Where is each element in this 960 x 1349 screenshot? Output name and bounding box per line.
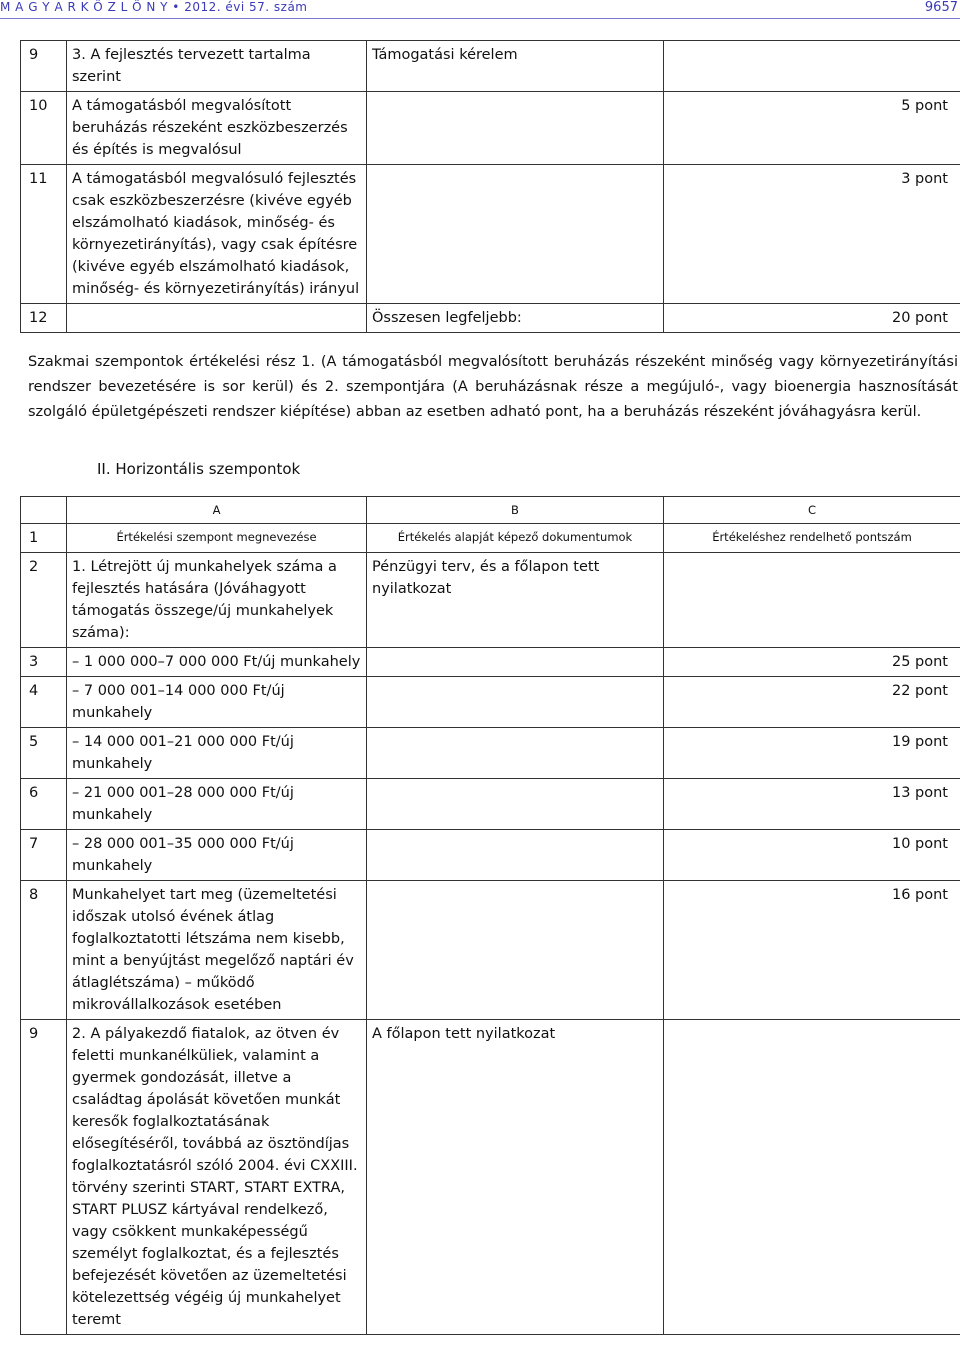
criteria-table-2 <box>20 496 960 1335</box>
criterion-document <box>367 779 664 830</box>
table-row <box>21 92 960 165</box>
row-number: 11 <box>21 165 67 304</box>
empty-cell <box>21 497 67 524</box>
header-document: Értékelés alapját képező dokumentumok <box>367 524 664 553</box>
criterion-score: 5 pont <box>664 92 960 165</box>
criterion-score: 16 pont <box>664 881 960 1020</box>
col-letter-b: B <box>367 497 664 524</box>
table-row <box>21 41 960 92</box>
criterion-name: – 1 000 000–7 000 000 Ft/új munkahely <box>67 648 367 677</box>
criterion-score <box>664 553 960 648</box>
page-header <box>0 0 960 16</box>
criterion-name: – 21 000 001–28 000 000 Ft/új munkahely <box>67 779 367 830</box>
criterion-name: A támogatásból megvalósított beruházás részeként eszközbeszerzés és építés is megvalósul <box>67 92 367 165</box>
criterion-name: A támogatásból megvalósuló fejlesztés csak eszközbeszerzésre (kivéve egyéb elszámolható kiadások, minőség- és környezetirányítás), vagy csak építésre (kivéve egyéb elszámolható kiadások, minőség- és környezetirányítás) irányul <box>67 165 367 304</box>
row-number: 5 <box>21 728 67 779</box>
scoring-note-paragraph: Szakmai szempontok értékelési rész 1. (A támogatásból megvalósított beruházás részeként minőség vagy környezetirányítási rendszer bevezetésére is sor kerül) és 2. szempontjára (A beruházásnak része a megújuló-, vagy bioenergia hasznosítását szolgáló épületgépészeti rendszer kiépítése) abban az esetben adható pont, ha a beruházás részeként jóváhagyásra kerül. <box>28 354 958 420</box>
row-number: 12 <box>21 304 67 333</box>
table-row <box>21 779 960 830</box>
column-letter-row <box>21 497 960 524</box>
row-number: 3 <box>21 648 67 677</box>
criterion-score <box>664 41 960 92</box>
publication-title: M A G Y A R K Ö Z L Ö N Y • 2012. évi 57. szám <box>0 0 308 14</box>
criterion-document <box>367 830 664 881</box>
table-row <box>21 728 960 779</box>
criterion-score: 13 pont <box>664 779 960 830</box>
criterion-document <box>367 648 664 677</box>
criterion-name: 2. A pályakezdő fiatalok, az ötven év feletti munkanélküliek, valamint a gyermek gondozását, illetve a családtag ápolását követően munkát keresők foglalkoztatásának elősegítéséről, továbbá az ösztöndíjas foglalkoztatásról szóló 2004. évi CXXIII. törvény szerinti START, START EXTRA, START PLUSZ kártyával rendelkező, vagy csökkent munkaképességű személyt foglalkoztat, és a fejlesztés befejezését követően az üzemeltetési kötelezettség végéig új munkahelyet teremt <box>67 1020 367 1335</box>
table-row <box>21 677 960 728</box>
row-number: 10 <box>21 92 67 165</box>
criterion-name: – 14 000 001–21 000 000 Ft/új munkahely <box>67 728 367 779</box>
row-number: 9 <box>21 41 67 92</box>
row-number: 2 <box>21 553 67 648</box>
criterion-document <box>367 677 664 728</box>
section-title: II. Horizontális szempontok <box>97 460 301 478</box>
column-header-row <box>21 524 960 553</box>
col-letter-c: C <box>664 497 960 524</box>
col-letter-a: A <box>67 497 367 524</box>
header-rule <box>0 18 960 19</box>
criterion-score: 10 pont <box>664 830 960 881</box>
criterion-name: – 7 000 001–14 000 000 Ft/új munkahely <box>67 677 367 728</box>
total-row <box>21 304 960 333</box>
criterion-name: Munkahelyet tart meg (üzemeltetési időszak utolsó évének átlag foglalkoztatotti létszáma nem kisebb, mint a benyújtást megelőző naptári év átlaglétszáma) – működő mikrovállalkozások esetében <box>67 881 367 1020</box>
table-row <box>21 881 960 1020</box>
criterion-document: Pénzügyi terv, és a főlapon tett nyilatkozat <box>367 553 664 648</box>
criterion-name: – 28 000 001–35 000 000 Ft/új munkahely <box>67 830 367 881</box>
row-number: 4 <box>21 677 67 728</box>
table-row <box>21 648 960 677</box>
criterion-document: Támogatási kérelem <box>367 41 664 92</box>
criterion-document <box>367 728 664 779</box>
table-row <box>21 1020 960 1335</box>
row-number: 6 <box>21 779 67 830</box>
row-number: 1 <box>21 524 67 553</box>
page-number: 9657 <box>924 0 958 15</box>
row-number: 9 <box>21 1020 67 1335</box>
empty-cell <box>67 304 367 333</box>
criterion-score: 22 pont <box>664 677 960 728</box>
criterion-document <box>367 881 664 1020</box>
header-criterion: Értékelési szempont megnevezése <box>67 524 367 553</box>
table-row <box>21 165 960 304</box>
criterion-score <box>664 1020 960 1335</box>
table-row <box>21 553 960 648</box>
criterion-score: 25 pont <box>664 648 960 677</box>
total-label: Összesen legfeljebb: <box>367 304 664 333</box>
criterion-score: 3 pont <box>664 165 960 304</box>
header-score: Értékeléshez rendelhető pontszám <box>664 524 960 553</box>
criterion-document <box>367 165 664 304</box>
total-value: 20 pont <box>664 304 960 333</box>
row-number: 8 <box>21 881 67 1020</box>
criterion-score: 19 pont <box>664 728 960 779</box>
criterion-name: 3. A fejlesztés tervezett tartalma szerint <box>67 41 367 92</box>
table-row <box>21 830 960 881</box>
row-number: 7 <box>21 830 67 881</box>
criterion-name: 1. Létrejött új munkahelyek száma a fejlesztés hatására (Jóváhagyott támogatás összege/új munkahelyek száma): <box>67 553 367 648</box>
criteria-table-1 <box>20 40 960 333</box>
criterion-document: A főlapon tett nyilatkozat <box>367 1020 664 1335</box>
criterion-document <box>367 92 664 165</box>
